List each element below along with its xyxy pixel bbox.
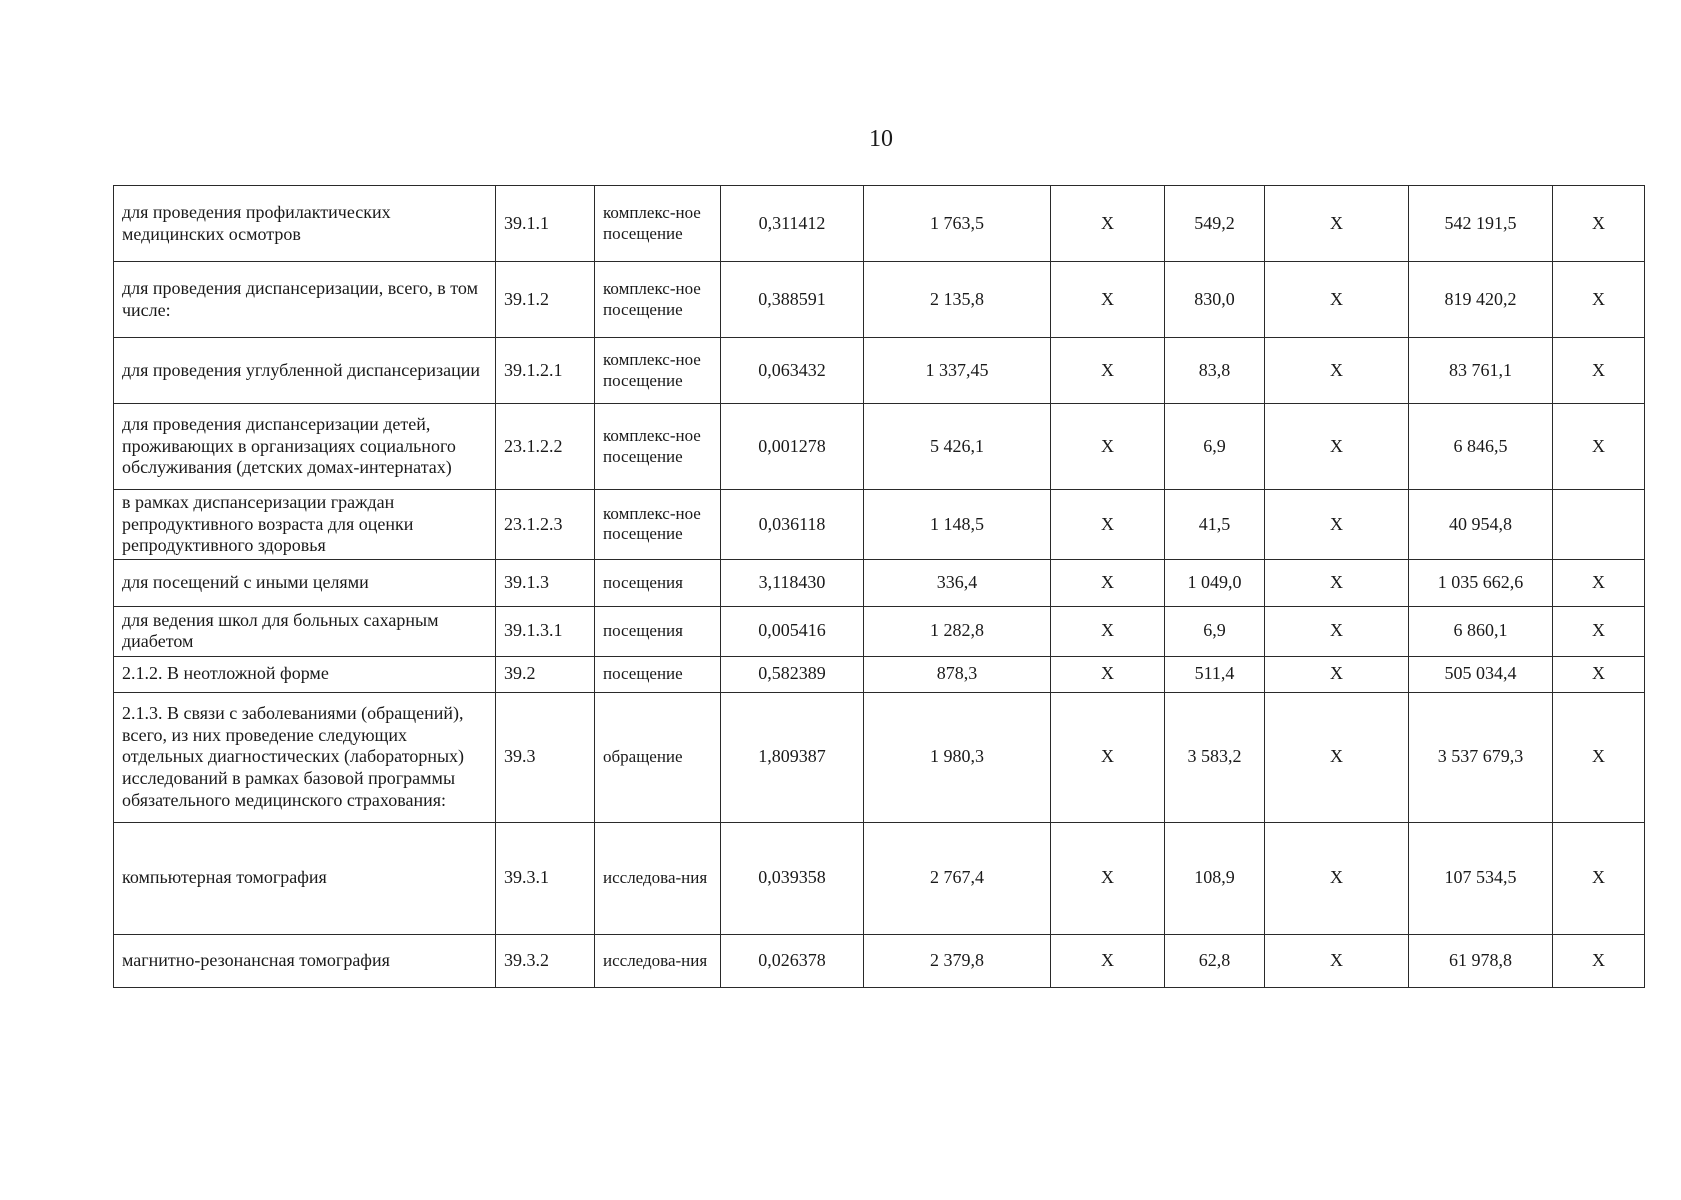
row-x2-cell: X	[1265, 692, 1409, 822]
row-x3-cell: X	[1553, 559, 1645, 606]
table-row	[114, 656, 1645, 692]
row-x3-cell: X	[1553, 186, 1645, 262]
row-unit-cell: посещение	[595, 656, 721, 692]
row-code-cell: 39.3.2	[496, 934, 595, 987]
table-row	[114, 606, 1645, 656]
row-code-cell: 23.1.2.2	[496, 404, 595, 490]
table-row	[114, 822, 1645, 934]
row-cost-cell: 1 148,5	[864, 490, 1051, 560]
row-total-cell: 3 537 679,3	[1409, 692, 1553, 822]
row-x3-cell: X	[1553, 822, 1645, 934]
row-per-capita-cell: 6,9	[1165, 606, 1265, 656]
row-x1-cell: X	[1051, 934, 1165, 987]
row-code-cell: 39.1.1	[496, 186, 595, 262]
row-norm-cell: 0,311412	[721, 186, 864, 262]
row-total-cell: 542 191,5	[1409, 186, 1553, 262]
row-norm-cell: 0,039358	[721, 822, 864, 934]
table-row	[114, 692, 1645, 822]
row-name-cell: 2.1.3. В связи с заболеваниями (обращений), всего, из них проведение следующих отдельных диагностических (лабораторных) исследований в рамках базовой программы обязательного медицинского страхования:	[114, 692, 496, 822]
row-x2-cell: X	[1265, 262, 1409, 338]
row-name-cell: для проведения углубленной диспансеризации	[114, 338, 496, 404]
row-x2-cell: X	[1265, 822, 1409, 934]
row-x1-cell: X	[1051, 186, 1165, 262]
row-x1-cell: X	[1051, 692, 1165, 822]
row-unit-cell: исследова-ния	[595, 934, 721, 987]
row-per-capita-cell: 62,8	[1165, 934, 1265, 987]
row-x1-cell: X	[1051, 822, 1165, 934]
row-cost-cell: 2 767,4	[864, 822, 1051, 934]
row-norm-cell: 0,063432	[721, 338, 864, 404]
row-name-cell: в рамках диспансеризации граждан репродуктивного возраста для оценки репродуктивного здоровья	[114, 490, 496, 560]
row-cost-cell: 2 135,8	[864, 262, 1051, 338]
row-per-capita-cell: 549,2	[1165, 186, 1265, 262]
row-name-cell: для проведения профилактических медицинских осмотров	[114, 186, 496, 262]
row-total-cell: 819 420,2	[1409, 262, 1553, 338]
row-norm-cell: 0,036118	[721, 490, 864, 560]
row-per-capita-cell: 41,5	[1165, 490, 1265, 560]
page-number: 10	[869, 126, 893, 152]
row-code-cell: 39.1.3	[496, 559, 595, 606]
row-x3-cell: X	[1553, 934, 1645, 987]
row-code-cell: 23.1.2.3	[496, 490, 595, 560]
table-row	[114, 934, 1645, 987]
row-unit-cell: комплекс-ное посещение	[595, 338, 721, 404]
row-x1-cell: X	[1051, 262, 1165, 338]
row-name-cell: магнитно-резонансная томография	[114, 934, 496, 987]
row-x2-cell: X	[1265, 606, 1409, 656]
row-x3-cell: X	[1553, 404, 1645, 490]
row-unit-cell: исследова-ния	[595, 822, 721, 934]
row-total-cell: 1 035 662,6	[1409, 559, 1553, 606]
row-x3-cell: X	[1553, 656, 1645, 692]
row-unit-cell: комплекс-ное посещение	[595, 262, 721, 338]
row-per-capita-cell: 830,0	[1165, 262, 1265, 338]
row-unit-cell: комплекс-ное посещение	[595, 490, 721, 560]
row-cost-cell: 1 763,5	[864, 186, 1051, 262]
data-table	[113, 185, 1645, 988]
row-code-cell: 39.3	[496, 692, 595, 822]
row-per-capita-cell: 511,4	[1165, 656, 1265, 692]
row-name-cell: для ведения школ для больных сахарным диабетом	[114, 606, 496, 656]
row-cost-cell: 1 282,8	[864, 606, 1051, 656]
row-total-cell: 61 978,8	[1409, 934, 1553, 987]
row-total-cell: 6 860,1	[1409, 606, 1553, 656]
row-x2-cell: X	[1265, 934, 1409, 987]
row-norm-cell: 0,582389	[721, 656, 864, 692]
row-x2-cell: X	[1265, 186, 1409, 262]
row-x3-cell: X	[1553, 338, 1645, 404]
row-x3-cell: X	[1553, 606, 1645, 656]
row-per-capita-cell: 6,9	[1165, 404, 1265, 490]
row-x2-cell: X	[1265, 404, 1409, 490]
row-name-cell: для посещений с иными целями	[114, 559, 496, 606]
row-total-cell: 107 534,5	[1409, 822, 1553, 934]
row-x3-cell: X	[1553, 262, 1645, 338]
row-x2-cell: X	[1265, 656, 1409, 692]
row-name-cell: для проведения диспансеризации, всего, в том числе:	[114, 262, 496, 338]
row-unit-cell: обращение	[595, 692, 721, 822]
row-norm-cell: 0,388591	[721, 262, 864, 338]
row-x1-cell: X	[1051, 490, 1165, 560]
row-norm-cell: 3,118430	[721, 559, 864, 606]
row-x1-cell: X	[1051, 656, 1165, 692]
row-x2-cell: X	[1265, 490, 1409, 560]
row-norm-cell: 0,005416	[721, 606, 864, 656]
table-row	[114, 490, 1645, 560]
row-name-cell: компьютерная томография	[114, 822, 496, 934]
row-cost-cell: 5 426,1	[864, 404, 1051, 490]
row-unit-cell: посещения	[595, 606, 721, 656]
row-name-cell: для проведения диспансеризации детей, проживающих в организациях социального обслуживания (детских домах-интернатах)	[114, 404, 496, 490]
row-unit-cell: комплекс-ное посещение	[595, 404, 721, 490]
row-total-cell: 6 846,5	[1409, 404, 1553, 490]
row-norm-cell: 1,809387	[721, 692, 864, 822]
row-code-cell: 39.1.3.1	[496, 606, 595, 656]
row-per-capita-cell: 83,8	[1165, 338, 1265, 404]
row-name-cell: 2.1.2. В неотложной форме	[114, 656, 496, 692]
row-norm-cell: 0,001278	[721, 404, 864, 490]
row-x3-cell: X	[1553, 692, 1645, 822]
row-x1-cell: X	[1051, 404, 1165, 490]
row-total-cell: 40 954,8	[1409, 490, 1553, 560]
row-code-cell: 39.2	[496, 656, 595, 692]
row-total-cell: 505 034,4	[1409, 656, 1553, 692]
row-per-capita-cell: 108,9	[1165, 822, 1265, 934]
row-x2-cell: X	[1265, 559, 1409, 606]
row-x1-cell: X	[1051, 338, 1165, 404]
row-unit-cell: комплекс-ное посещение	[595, 186, 721, 262]
row-per-capita-cell: 1 049,0	[1165, 559, 1265, 606]
row-code-cell: 39.1.2.1	[496, 338, 595, 404]
row-norm-cell: 0,026378	[721, 934, 864, 987]
table-row	[114, 338, 1645, 404]
row-x1-cell: X	[1051, 559, 1165, 606]
row-x3-cell	[1553, 490, 1645, 560]
row-unit-cell: посещения	[595, 559, 721, 606]
row-code-cell: 39.3.1	[496, 822, 595, 934]
row-total-cell: 83 761,1	[1409, 338, 1553, 404]
row-cost-cell: 336,4	[864, 559, 1051, 606]
table-row	[114, 559, 1645, 606]
row-x1-cell: X	[1051, 606, 1165, 656]
row-code-cell: 39.1.2	[496, 262, 595, 338]
row-cost-cell: 878,3	[864, 656, 1051, 692]
row-cost-cell: 2 379,8	[864, 934, 1051, 987]
row-cost-cell: 1 980,3	[864, 692, 1051, 822]
table-row	[114, 262, 1645, 338]
table-row	[114, 404, 1645, 490]
table-row	[114, 186, 1645, 262]
row-x2-cell: X	[1265, 338, 1409, 404]
row-cost-cell: 1 337,45	[864, 338, 1051, 404]
row-per-capita-cell: 3 583,2	[1165, 692, 1265, 822]
